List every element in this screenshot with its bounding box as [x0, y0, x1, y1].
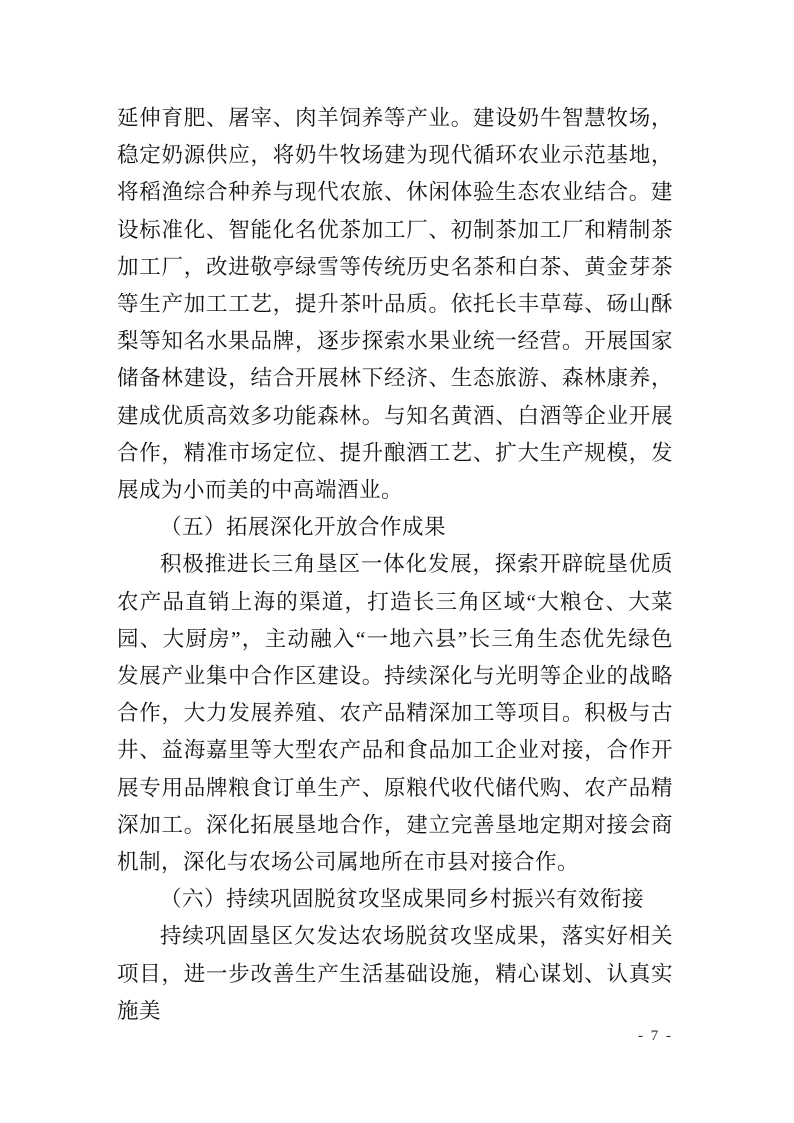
- paragraph-continuation: 延伸育肥、屠宰、肉羊饲养等产业。建设奶牛智慧牧场，稳定奶源供应，将奶牛牧场建为现代循环农业示范基地，将稻渔综合种养与现代农旅、休闲体验生态农业结合。建设标准化、智能化名优茶加工厂、初制茶加工厂和精制茶加工厂，改进敬亭绿雪等传统历史名茶和白茶、黄金芽茶等生产加工工艺，提升茶叶品质。依托长丰草莓、砀山酥梨等知名水果品牌，逐步探索水果业统一经营。开展国家储备林建设，结合开展林下经济、生态旅游、森林康养，建成优质高效多功能森林。与知名黄酒、白酒等企业开展合作，精准市场定位、提升酿酒工艺、扩大生产规模，发展成为小而美的中高端酒业。: [117, 106, 673, 503]
- paragraph-section-5-body: 积极推进长三角垦区一体化发展，探索开辟皖垦优质农产品直销上海的渠道，打造长三角区域“大粮仓、大菜园、大厨房”，主动融入“一地六县”长三角生态优先绿色发展产业集中合作区建设。持续深化与光明等企业的战略合作，大力发展养殖、农产品精深加工等项目。积极与古井、益海嘉里等大型农产品和食品加工企业对接，合作开展专用品牌粮食订单生产、原粮代收代储代购、农产品精深加工。深化拓展垦地合作，建立完善垦地定期对接会商机制，深化与农场公司属地所在市县对接合作。: [117, 552, 673, 875]
- section-heading-5: （五）拓展深化开放合作成果: [160, 515, 447, 540]
- section-heading-6: （六）持续巩固脱贫攻坚成果同乡村振兴有效衔接: [160, 887, 645, 912]
- page-number: - 7 -: [638, 1028, 673, 1044]
- paragraph-section-6-body: 持续巩固垦区欠发达农场脱贫攻坚成果，落实好相关项目，进一步改善生产生活基础设施，精心谋划、认真实施美: [117, 924, 673, 1023]
- text-block: [117, 100, 673, 1030]
